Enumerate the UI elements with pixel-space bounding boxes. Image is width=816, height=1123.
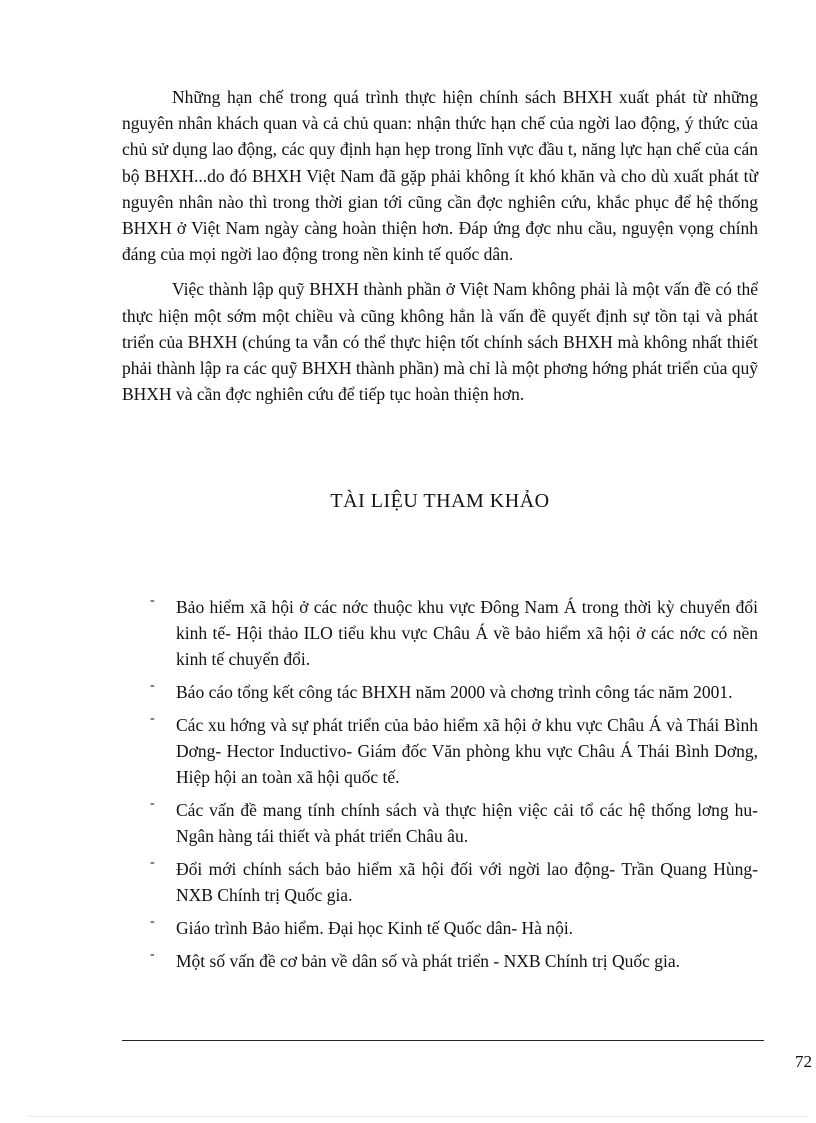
reference-item <box>150 948 758 974</box>
list-bullet: - <box>150 855 155 870</box>
list-bullet: - <box>150 678 155 693</box>
reference-text: Giáo trình Bảo hiểm. Đại học Kinh tế Quốc dân- Hà nội. <box>176 918 574 938</box>
reference-text: Các xu hớng và sự phát triển của bảo hiểm xã hội ở khu vực Châu Á và Thái Bình Dơng- Hector Inductivo- Giám đốc Văn phòng khu vực Châu Á Thái Bình Dơng, Hiệp hội an toàn xã hội quốc tế. <box>176 715 758 787</box>
list-bullet: - <box>150 593 155 608</box>
page-number: 72 <box>795 1052 812 1071</box>
paragraph-component-fund: Việc thành lập quỹ BHXH thành phần ở Việt Nam không phải là một vấn đề có thể thực hiện một sớm một chiều và cũng không hẳn là vấn đề quyết định sự tồn tại và phát triển của BHXH (chúng ta vẫn có thể thực hiện tốt chính sách BHXH mà không nhất thiết phải thành lập ra các quỹ BHXH thành phần) mà chỉ là một phơng hớng phát triển của quỹ BHXH và cần đợc nghiên cứu để tiếp tục hoàn thiện hơn. <box>122 279 758 405</box>
references-list <box>150 594 758 981</box>
page-bottom-dotted-border <box>28 1116 808 1117</box>
reference-text: Báo cáo tổng kết công tác BHXH năm 2000 và chơng trình công tác năm 2001. <box>176 682 733 702</box>
reference-text: Các vấn đề mang tính chính sách và thực hiện việc cải tổ các hệ thống lơng hu- Ngân hàng tái thiết và phát triển Châu âu. <box>176 800 758 846</box>
reference-text: Đổi mới chính sách bảo hiểm xã hội đối với ngời lao động- Trần Quang Hùng- NXB Chính trị Quốc gia. <box>176 859 758 905</box>
list-bullet: - <box>150 711 155 726</box>
reference-item <box>150 712 758 790</box>
reference-item <box>150 915 758 941</box>
references-heading: TÀI LIỆU THAM KHẢO <box>330 490 550 512</box>
footer-divider <box>122 1040 764 1041</box>
reference-text: Bảo hiểm xã hội ở các nớc thuộc khu vực Đông Nam Á trong thời kỳ chuyển đổi kinh tế- Hội thảo ILO tiểu khu vực Châu Á về bảo hiểm xã hội ở các nớc có nền kinh tế chuyển đổi. <box>176 597 758 669</box>
list-bullet: - <box>150 796 155 811</box>
paragraph-limitations: Những hạn chế trong quá trình thực hiện chính sách BHXH xuất phát từ những nguyên nhân khách quan và cả chủ quan: nhận thức hạn chế của ngời lao động, ý thức của chủ sử dụng lao động, các quy định hạn hẹp trong lĩnh vực đầu t, năng lực hạn chế của cán bộ BHXH...do đó BHXH Việt Nam đã gặp phải không ít khó khăn và cho dù xuất phát từ nguyên nhân nào thì trong thời gian tới cũng cần đợc nghiên cứu, khắc phục để hệ thống BHXH ở Việt Nam ngày càng hoàn thiện hơn. Đáp ứng đợc nhu cầu, nguyện vọng chính đáng của mọi ngời lao động trong nền kinh tế quốc dân. <box>122 87 758 265</box>
list-bullet: - <box>150 947 155 962</box>
body-text <box>122 84 758 416</box>
list-bullet: - <box>150 914 155 929</box>
reference-item <box>150 594 758 672</box>
reference-item <box>150 856 758 908</box>
reference-text: Một số vấn đề cơ bản về dân số và phát triển - NXB Chính trị Quốc gia. <box>176 951 681 971</box>
reference-item <box>150 679 758 705</box>
reference-item <box>150 797 758 849</box>
